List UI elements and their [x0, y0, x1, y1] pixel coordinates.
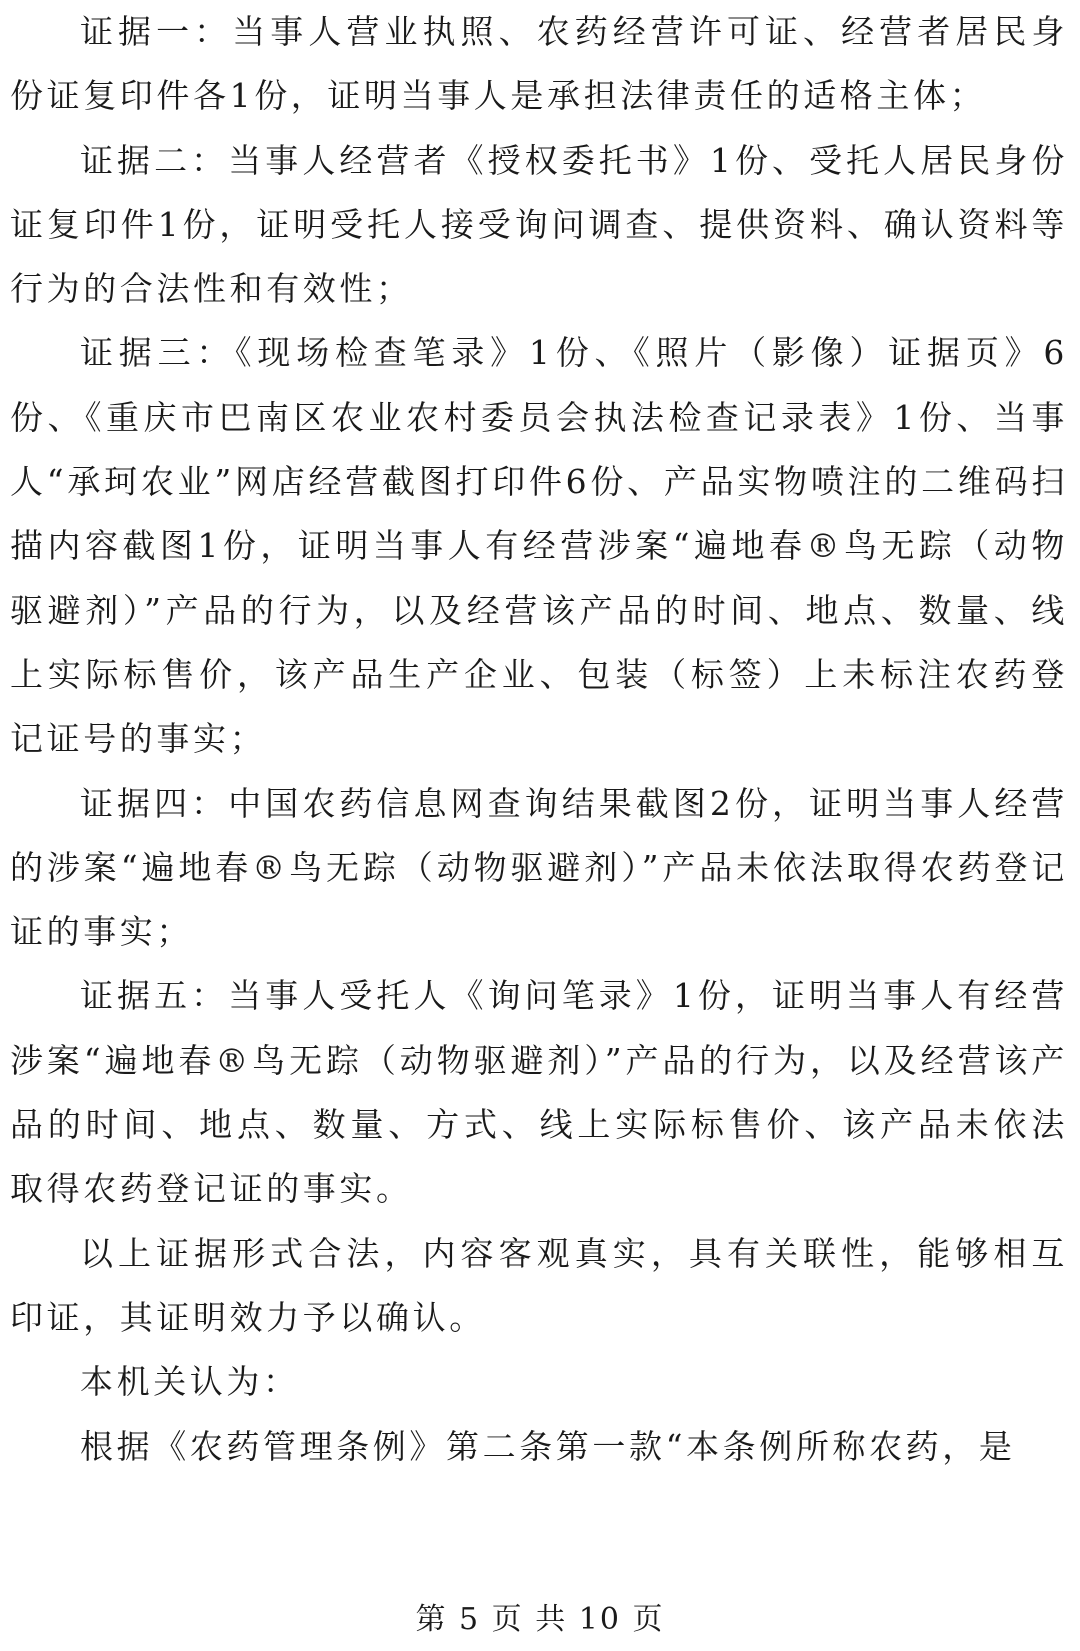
paragraph-legal-basis: 根据《农药管理条例》第二条第一款“本条例所称农药，是 — [80, 1426, 1016, 1466]
paragraph-agency-opinion: 本机关认为： — [80, 1362, 300, 1402]
paragraph-evidence-4: 证据四：中国农药信息网查询结果截图2份，证明当事人经营的涉案“遍地春®鸟无踪（动物驱避剂）”产品未依法取得农药登记证的事实； — [10, 783, 1068, 952]
paragraph-evidence-2: 证据二：当事人经营者《授权委托书》1份、受托人居民身份证复印件1份，证明受托人接受询问调查、提供资料、确认资料等行为的合法性和有效性； — [10, 140, 1068, 309]
page-footer-number: 第 5 页 共 10 页 — [415, 1602, 665, 1637]
paragraph-evidence-3: 证据三：《现场检查笔录》1份、《照片（影像）证据页》6份、《重庆市巴南区农业农村委员会执法检查记录表》1份、当事人“承珂农业”网店经营截图打印件6份、产品实物喷注的二维码扫描内容截图1份，证明当事人有经营涉案“遍地春®鸟无踪（动物驱避剂）”产品的行为，以及经营该产品的时间、地点、数量、线上实际标售价，该产品生产企业、包装（标签）上未标注农药登记证号的事实； — [10, 333, 1068, 759]
paragraph-evidence-5: 证据五：当事人受托人《询问笔录》1份，证明当事人有经营涉案“遍地春®鸟无踪（动物驱避剂）”产品的行为，以及经营该产品的时间、地点、数量、方式、线上实际标售价、该产品未依法取得农药登记证的事实。 — [10, 976, 1068, 1209]
document-body — [10, 0, 1068, 1479]
paragraph-evidence-summary: 以上证据形式合法，内容客观真实，具有关联性，能够相互印证，其证明效力予以确认。 — [10, 1233, 1068, 1337]
document-page — [10, 0, 1068, 1651]
paragraph-evidence-1: 证据一：当事人营业执照、农药经营许可证、经营者居民身份证复印件各1份，证明当事人是承担法律责任的适格主体； — [10, 12, 1068, 116]
